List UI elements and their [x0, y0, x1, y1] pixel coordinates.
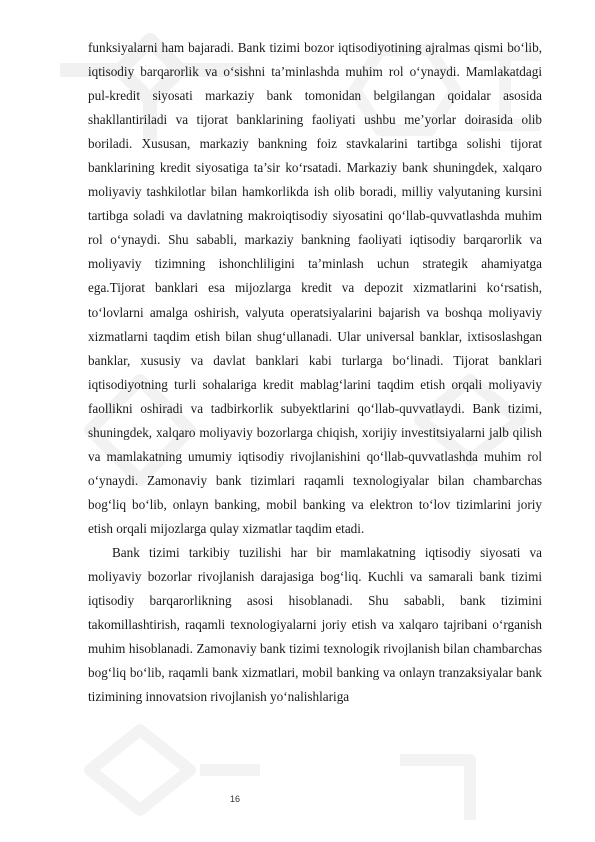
paragraph: Bank tizimi tarkibiy tuzilishi har bir mamlakatning iqtisodiy siyosati va moliyaviy bozorlar rivojlanish darajasiga bog‘liq. Kuchli va samarali bank tizimi iqtisodiy barqarorlikning asosi hisoblanadi. Shu sababli, bank tizimini takomillashtirish, raqamli texnologiyalarni joriy etish va xalqaro tajribani o‘rganish muhim hisoblanadi. Zamonaviy bank tizimi texnologik rivojlanish bilan chambarchas bog‘liq bo‘lib, raqamli bank xizmatlari, mobil banking va onlayn tranzaksiyalar bank tizimining innovatsion rivojlanish yo‘nalishlariga — [88, 544, 542, 705]
document-body — [88, 36, 542, 709]
page-number: 16 — [230, 794, 241, 804]
paragraph: funksiyalarni ham bajaradi. Bank tizimi bozor iqtisodiyotining ajralmas qismi bo‘lib, iqtisodiy barqarorlik va o‘sishni ta’minlashda muhim rol o‘ynaydi. Mamlakatdagi pul-kredit siyosati markaziy bank tomonidan belgilangan qoidalar asosida shakllantiriladi va tijorat banklarining faoliyati ushbu me’yorlar doirasida olib boriladi. Xususan, markaziy bankning foiz stavkalarini tartibga solishi tijorat banklarining kredit siyosatiga ta’sir ko‘rsatadi. Markaziy bank shuningdek, xalqaro moliyaviy tashkilotlar bilan hamkorlikda ish olib boradi, milliy valyutaning kursini tartibga soladi va davlatning makroiqtisodiy siyosatini qo‘llab-quvvatlashda muhim rol o‘ynaydi. Shu sababli, markaziy bankning faoliyati iqtisodiy barqarorlik va moliyaviy tizimning ishonchliligini ta’minlash uchun strategik ahamiyatga ega.Tijorat banklari esa mijozlarga kredit va depozit xizmatlarini ko‘rsatish, to‘lovlarni amalga oshirish, valyuta operatsiyalarini bajarish va boshqa moliyaviy xizmatlarni taqdim etish bilan shug‘ullanadi. Ular universal banklar, ixtisoslashgan banklar, xususiy va davlat banklari kabi turlarga bo‘linadi. Tijorat banklari iqtisodiyotning turli sohalariga kredit mablag‘larini taqdim etish orqali moliyaviy faollikni oshiradi va tadbirkorlik subyektlarini qo‘llab-quvvatlaydi. Bank tizimi, shuningdek, xalqaro moliyaviy bozorlarga chiqish, xorijiy investitsiyalarni jalb qilish va mamlakatning umumiy iqtisodiy rivojlanishini qo‘llab-quvvatlashda muhim rol o‘ynaydi. Zamonaviy bank tizimlari raqamli texnologiyalar bilan chambarchas bog‘liq bo‘lib, onlayn banking, mobil banking va elektron to‘lov tizimlarini joriy etish orqali mijozlarga qulay xizmatlar taqdim etadi. — [88, 40, 542, 536]
